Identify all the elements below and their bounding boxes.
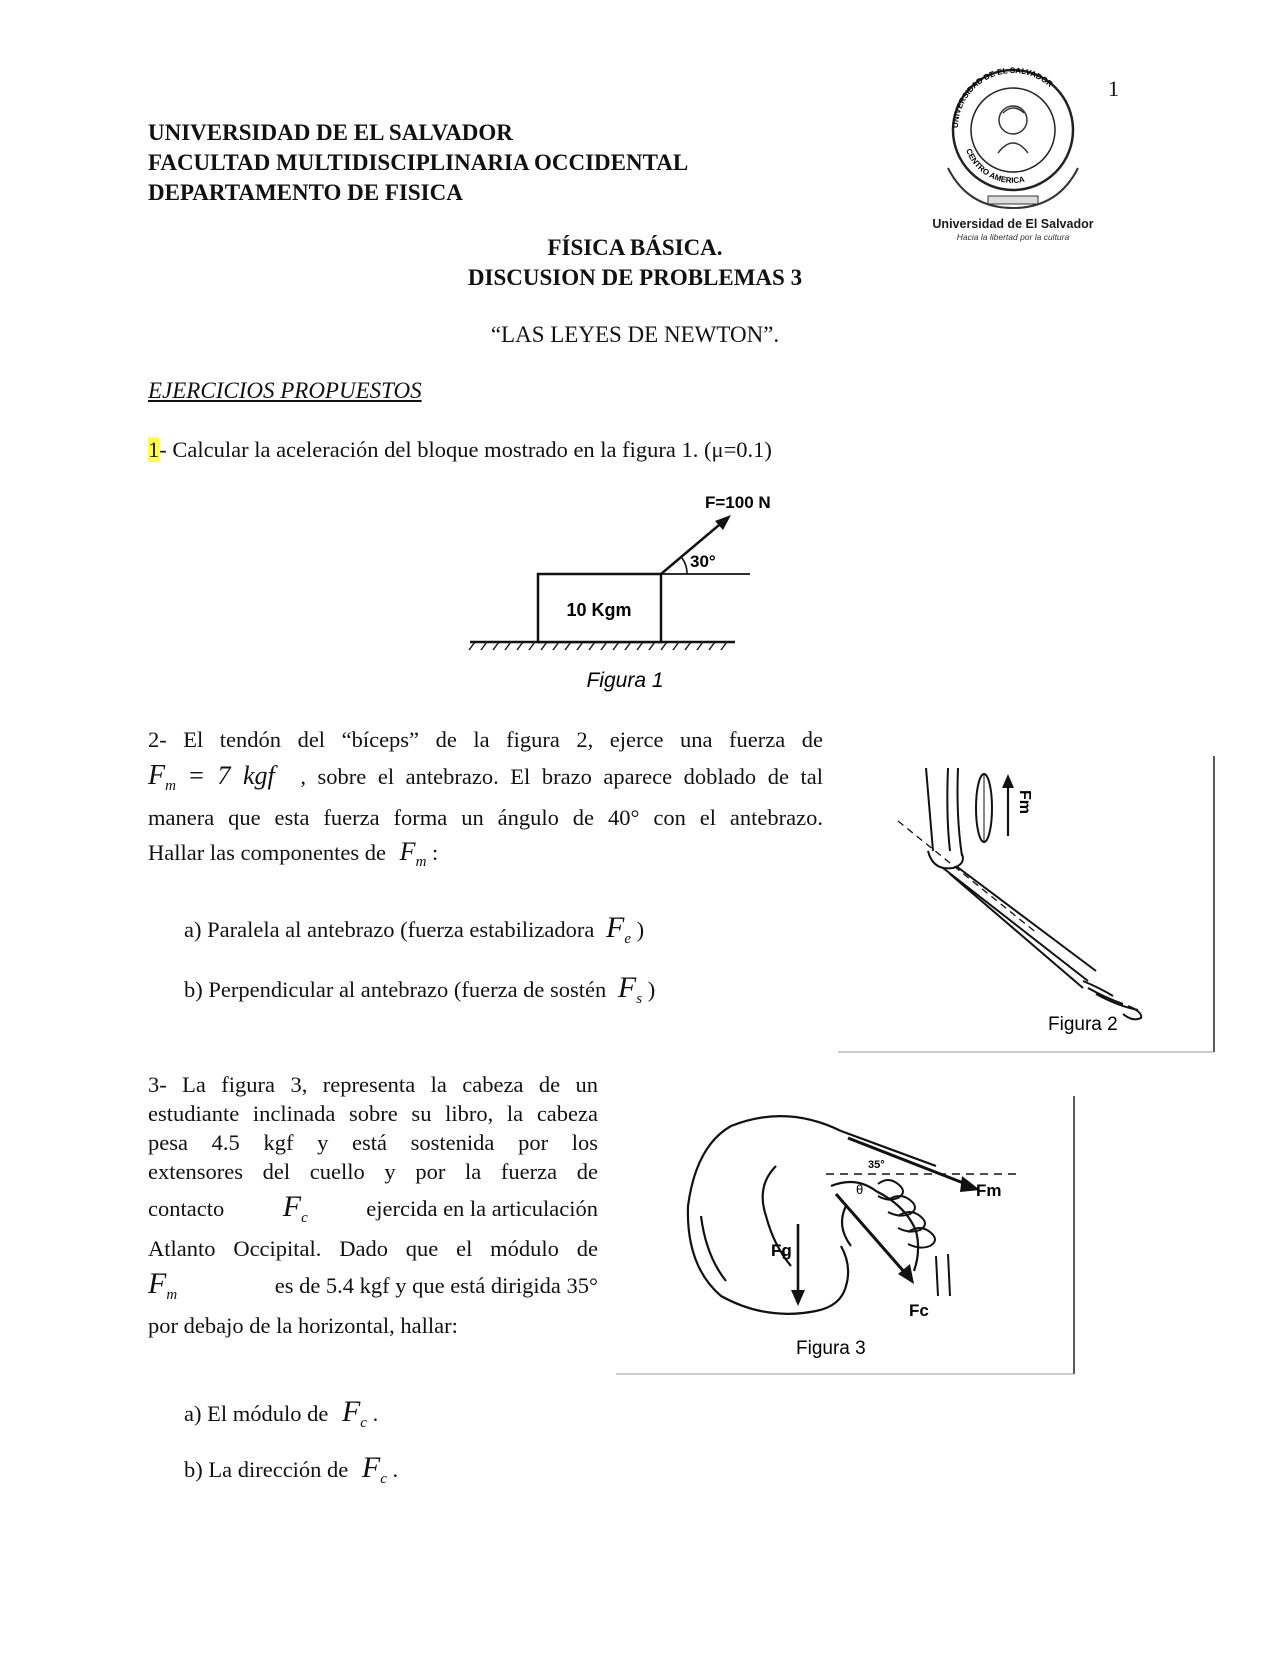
fc-symbol: F [282,1190,302,1223]
l7-text: es de 5.4 kgf y que está dirigida 35° [274,1273,598,1298]
fm-value: = 7 kgf [187,761,275,790]
block-label: 10 Kgm [566,600,632,620]
problem-3-line-5 [148,1186,598,1234]
problem-2-line-2 [148,760,823,802]
problem-1 [148,434,772,466]
problem-2-item-a [184,912,644,955]
problem-1-text: - Calcular la aceleración del bloque mostrado en la figura 1. (μ=0.1) [159,437,772,462]
seal-ribbon [988,196,1038,204]
problem-3-line-3: pesa 4.5 kgf y está sostenida por los [148,1130,598,1155]
figure-3 [616,1096,1078,1376]
period-a: . [372,1401,379,1426]
header-university: UNIVERSIDAD DE EL SALVADOR [148,120,513,145]
fm-arrowhead [1002,774,1014,788]
fc-subscript-b: c [380,1471,387,1487]
logo-motto: Hacia la libertad por la cultura [956,232,1070,242]
fm-symbol: F [148,760,166,791]
header-faculty: FACULTAD MULTIDISCIPLINARIA OCCIDENTAL [148,150,689,175]
fg-label: Fg [771,1241,792,1260]
problem-3-line-6: Atlanto Occipital. Dado que el módulo de [148,1236,598,1261]
problem-3-line-4: extensores del cuello y por la fuerza de [148,1159,598,1184]
page-number: 1 [1108,76,1119,101]
fm-subscript: m [165,778,176,794]
section-heading: EJERCICIOS PROPUESTOS [148,378,422,403]
header-department: DEPARTAMENTO DE FISICA [148,180,463,205]
problem-3-line-1: 3- La figura 3, representa la cabeza de un [148,1072,598,1097]
logo-name: Universidad de El Salvador [932,217,1094,231]
fm-symbol-2: F [399,837,416,866]
fc-symbol-a: F [341,1395,361,1428]
figure-1-caption: Figura 1 [586,669,664,692]
angle-35-label: 35° [868,1159,885,1171]
fc-subscript: c [301,1210,308,1226]
fg-arrowhead [791,1290,805,1306]
document-subtitle: DISCUSION DE PROBLEMAS 3 [467,265,803,290]
problem-2 [148,724,823,878]
period-b: . [392,1457,399,1482]
problem-2-line-4 [148,836,823,878]
fc-subscript-a: c [360,1415,367,1431]
problem-1-number: 1 [148,437,160,462]
fs-subscript: s [636,991,643,1007]
item-a3-text: a) El módulo de [184,1401,329,1426]
problem-2-item-b [184,972,655,1015]
fs-symbol: F [617,971,637,1004]
problem-2-line-2-text: , sobre el antebrazo. El brazo aparece doblado de tal [300,764,824,789]
paren-close: ) [636,917,645,942]
force-label: F=100 N [705,493,771,512]
figure-2-caption: Figura 2 [1048,1014,1118,1035]
theta-label: θ [856,1182,864,1197]
fm-subscript-2: m [415,854,427,870]
problem-3-item-a [184,1396,378,1439]
paren-close-b: ) [647,977,656,1002]
fm-subscript-3: m [166,1287,178,1303]
fm-symbol-3: F [148,1267,167,1300]
seal-inner-ring [971,88,1055,172]
problem-3-line-7 [148,1263,598,1311]
problem-3-line-8: por debajo de la horizontal, hallar: [148,1313,458,1338]
topic-title: “LAS LEYES DE NEWTON”. [490,322,780,347]
fm-label: Fm [1016,790,1033,814]
forearm-axis-dashed [898,821,1038,934]
seal-text-top: UNIVERSIDAD DE EL SALVADOR [950,65,1055,129]
seal-text-bottom: CENTRO AMERICA [964,147,1026,186]
problem-2-line-4-text: Hallar las componentes de [148,840,387,865]
fe-symbol: F [606,911,625,944]
problem-3-item-b [184,1452,398,1495]
angle-arc [682,558,687,574]
l5-text-a: contacto [148,1196,225,1221]
problem-2-line-3: manera que esta fuerza forma un ángulo de 40° con el antebrazo. [148,805,823,830]
seal-portrait-icon [998,106,1028,153]
fm-vector-3 [848,1138,966,1184]
item-a-text: a) Paralela al antebrazo (fuerza estabilizadora [184,917,595,942]
angle-label: 30° [690,552,716,571]
colon: : [432,840,439,865]
fc-symbol-b: F [361,1451,381,1484]
fm-label-3: Fm [976,1181,1002,1200]
figure-3-caption: Figura 3 [796,1338,866,1359]
fc-label: Fc [909,1301,929,1320]
figure-2 [838,756,1216,1056]
item-b-text: b) Perpendicular al antebrazo (fuerza de sostén [184,977,607,1002]
l5-text-b: ejercida en la articulación [366,1196,598,1221]
university-logo [928,58,1098,248]
problem-3-line-2: estudiante inclinada sobre su libro, la cabeza [148,1101,598,1126]
institution-header [148,118,688,208]
item-b3-text: b) La dirección de [184,1457,349,1482]
problem-3 [148,1070,598,1340]
fe-subscript: e [624,931,631,947]
course-title: FÍSICA BÁSICA. [547,235,723,260]
problem-2-line-1: 2- El tendón del “bíceps” de la figura 2, ejerce una fuerza de [148,727,823,752]
figure-1 [465,490,795,700]
